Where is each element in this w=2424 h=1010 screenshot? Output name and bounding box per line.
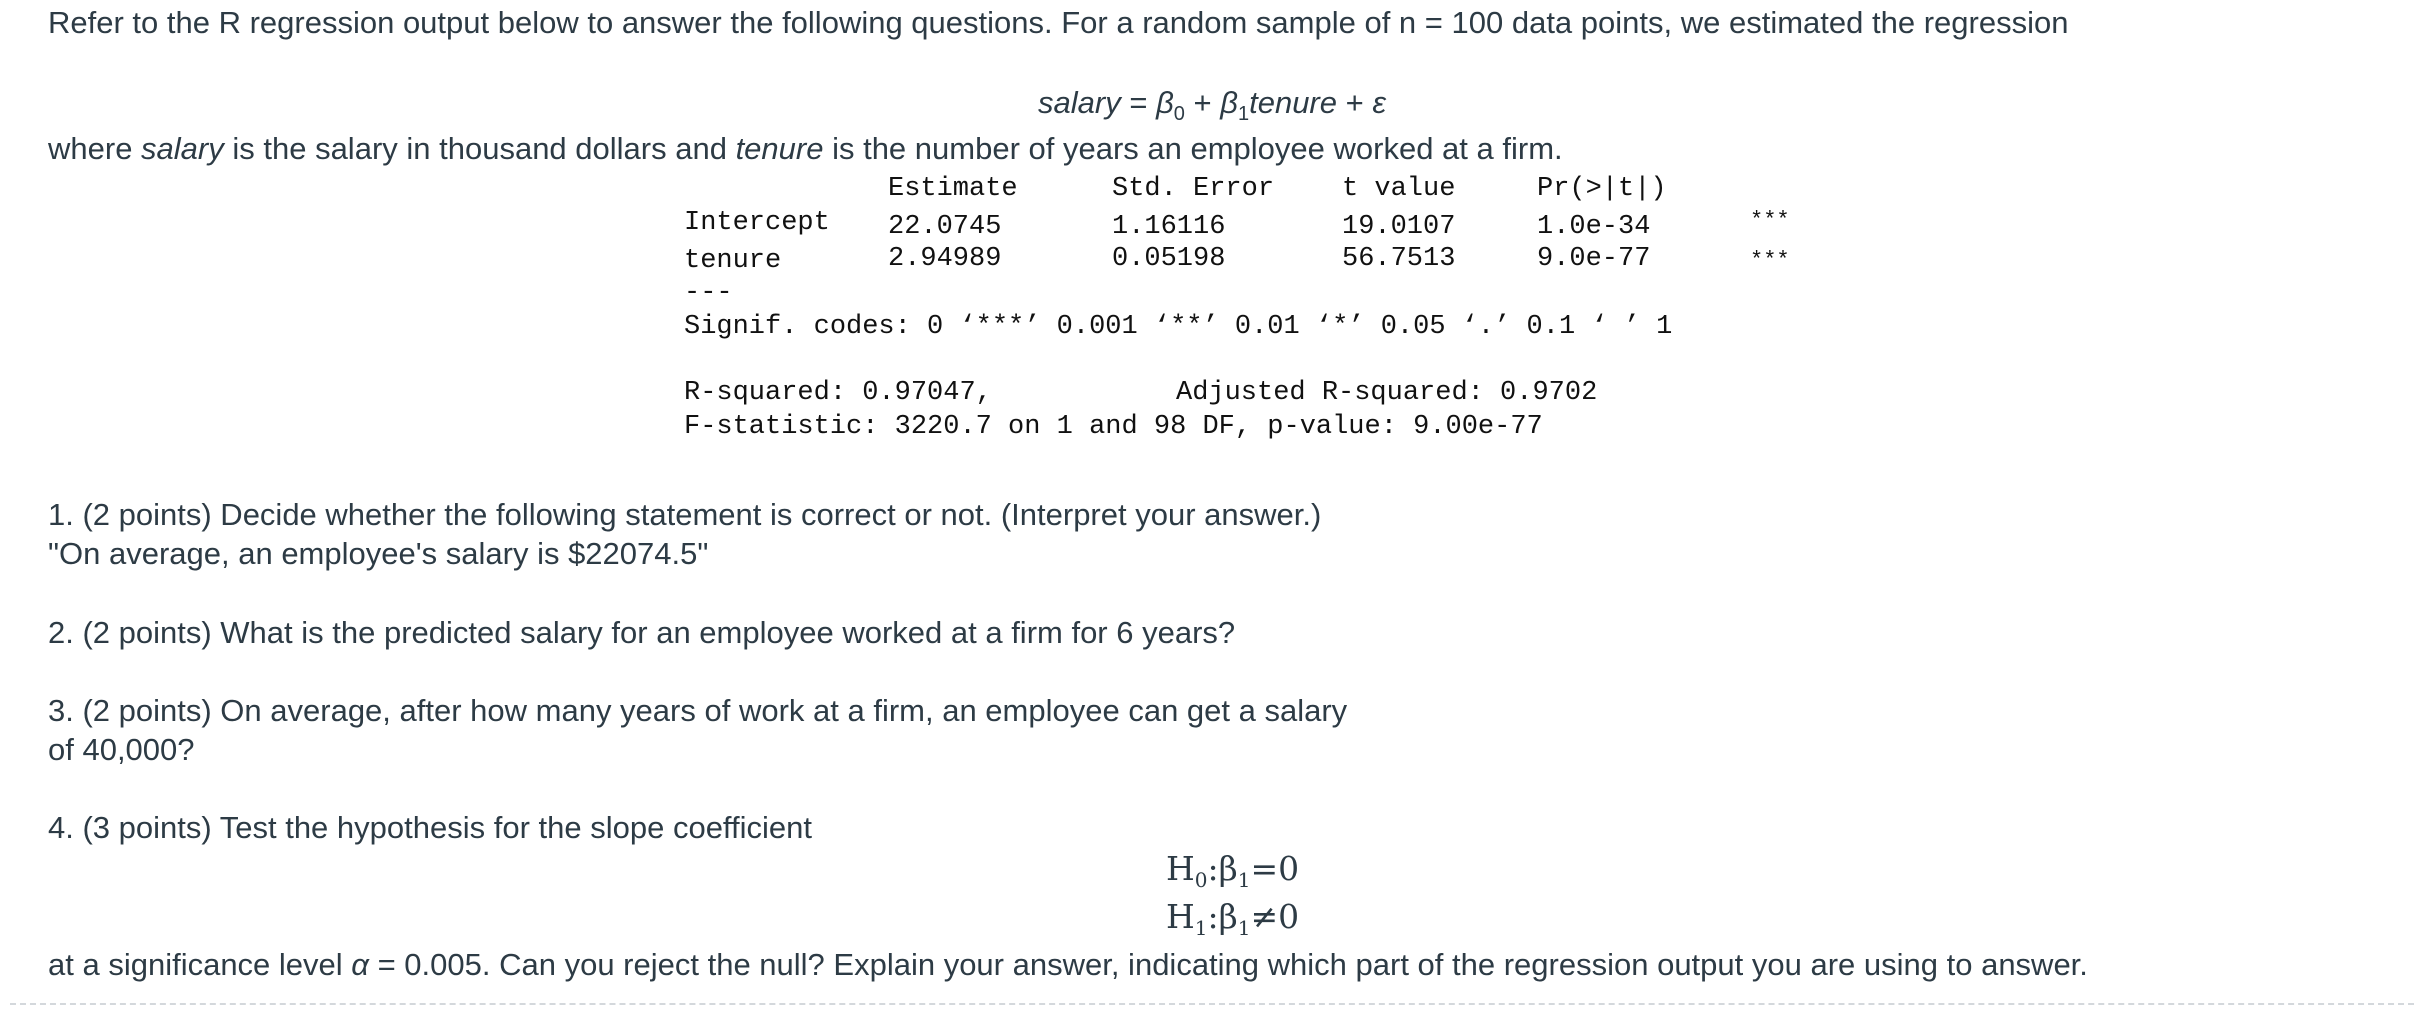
intro-text: Refer to the R regression output below to answer the following questions. For a random sample of n = 100 data points, we estimated the regression xyxy=(48,5,2069,40)
h0-letter: H xyxy=(1166,849,1195,888)
h0-beta: :β xyxy=(1207,849,1238,888)
row-tenure-stars: *** xyxy=(1750,248,1790,273)
adjusted-r-squared: Adjusted R-squared: 0.9702 xyxy=(1176,378,1598,408)
row-intercept-estimate: 22.0745 xyxy=(888,212,1002,242)
definition-text xyxy=(48,130,1563,168)
row-intercept-stars: *** xyxy=(1750,208,1790,233)
h0-relation: =0 xyxy=(1250,849,1300,888)
beta1-subscript: 1 xyxy=(1237,103,1250,125)
definition-part: is the salary in thousand dollars and xyxy=(223,131,736,166)
h1-subscript: 1 xyxy=(1194,916,1208,940)
row-tenure-se: 0.05198 xyxy=(1112,244,1226,274)
alternative-hypothesis xyxy=(1166,897,1300,940)
question-1-line-2: "On average, an employee's salary is $22074.5" xyxy=(48,536,709,571)
row-intercept-name: Intercept xyxy=(684,208,830,238)
output-separator: --- xyxy=(684,278,733,308)
header-std-error: Std. Error xyxy=(1112,174,1275,204)
row-tenure-p: 9.0e-77 xyxy=(1537,244,1651,274)
equation-plus: + xyxy=(1184,85,1221,120)
question-4: 4. (3 points) Test the hypothesis for the slope coefficient xyxy=(48,810,812,845)
header-p-value: Pr(>|t|) xyxy=(1537,174,1667,204)
beta0-symbol: β xyxy=(1156,85,1174,120)
row-intercept-p: 1.0e-34 xyxy=(1537,212,1651,242)
f-statistic: F-statistic: 3220.7 on 1 and 98 DF, p-value: 9.00e-77 xyxy=(684,412,1543,442)
question-1-line-1: 1. (2 points) Decide whether the following statement is correct or not. (Interpret your answer.) xyxy=(48,497,1322,532)
closing-part: at a significance level xyxy=(48,947,352,982)
equation-variable: tenure xyxy=(1249,85,1337,120)
closing-text xyxy=(48,946,2088,984)
header-t-value: t value xyxy=(1342,174,1456,204)
signif-codes: Signif. codes: 0 ‘***’ 0.001 ‘**’ 0.01 ‘*’ 0.05 ‘.’ 0.1 ‘ ’ 1 xyxy=(684,312,1673,342)
definition-part: where xyxy=(48,131,142,166)
row-intercept-se: 1.16116 xyxy=(1112,212,1226,242)
header-estimate: Estimate xyxy=(888,174,1018,204)
tenure-variable: tenure xyxy=(735,131,824,166)
alpha-symbol: α xyxy=(351,947,369,982)
h0-subscript: 0 xyxy=(1194,868,1208,892)
r-squared: R-squared: 0.97047, xyxy=(684,378,992,408)
bottom-divider xyxy=(10,1003,2414,1005)
error-symbol: ε xyxy=(1372,85,1386,120)
beta0-subscript: 0 xyxy=(1173,103,1185,125)
h0-beta-subscript: 1 xyxy=(1237,868,1251,892)
equation-plus: + xyxy=(1337,85,1373,120)
row-tenure-estimate: 2.94989 xyxy=(888,244,1002,274)
model-equation xyxy=(0,84,2424,125)
null-hypothesis xyxy=(1166,849,1300,892)
definition-part: is the number of years an employee worked at a firm. xyxy=(823,131,1563,166)
closing-part: = 0.005. Can you reject the null? Explain your answer, indicating which part of the regression output you are using to answer. xyxy=(368,947,2088,982)
question-3-line-2: of 40,000? xyxy=(48,732,195,767)
question-2: 2. (2 points) What is the predicted salary for an employee worked at a firm for 6 years? xyxy=(48,615,1236,650)
h1-relation: ≠0 xyxy=(1250,897,1300,936)
row-tenure-name: tenure xyxy=(684,246,782,276)
question-3-line-1: 3. (2 points) On average, after how many years of work at a firm, an employee can get a salary xyxy=(48,693,1348,728)
row-tenure-t: 56.7513 xyxy=(1342,244,1456,274)
h1-letter: H xyxy=(1166,897,1195,936)
h1-beta: :β xyxy=(1207,897,1238,936)
salary-variable: salary xyxy=(141,131,224,166)
beta1-symbol: β xyxy=(1220,85,1238,120)
row-intercept-t: 19.0107 xyxy=(1342,212,1456,242)
equation-equals: = xyxy=(1120,85,1157,120)
equation-lhs: salary xyxy=(1038,85,1121,120)
h1-beta-subscript: 1 xyxy=(1237,916,1251,940)
